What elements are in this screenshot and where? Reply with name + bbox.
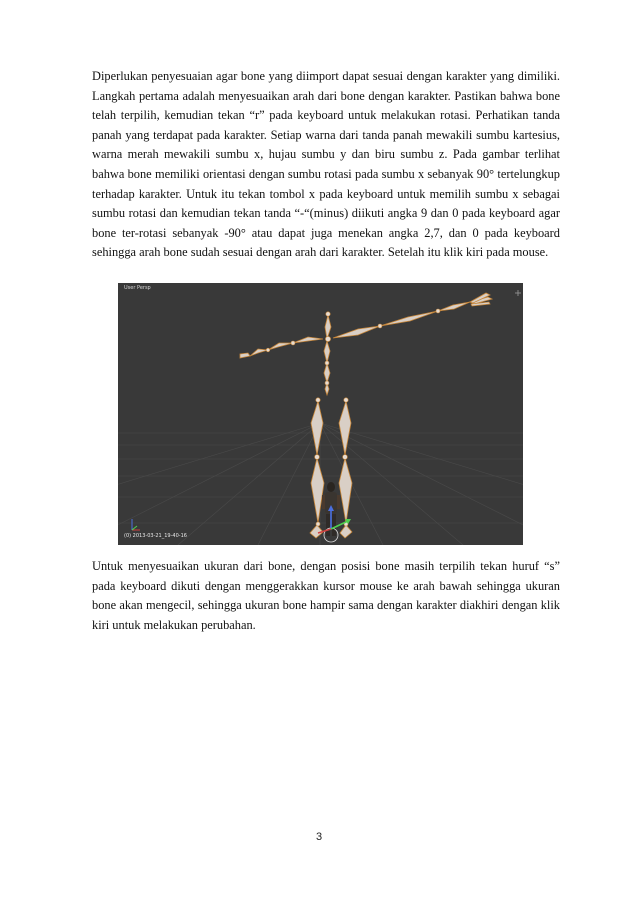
page-number: 3	[315, 831, 323, 843]
blender-viewport-screenshot	[118, 283, 523, 545]
viewport-scene	[118, 283, 523, 545]
viewport-frame-info: (0) 2013-03-21_19-40-16	[124, 533, 187, 539]
paragraph-bone-rotation: Diperlukan penyesuaian agar bone yang diimport dapat sesuai dengan karakter yang dimiliki. Langkah pertama adalah menyesuaikan arah dari bone dengan karakter. Pastikan bahwa bone telah terpilih, kemudian tekan “r” pada keyboard untuk melakukan rotasi. Perhatikan tanda panah yang terdapat pada karakter. Setiap warna dari tanda panah mewakili sumbu kartesius, warna merah mewakili sumbu x, hujau sumbu y dan biru sumbu z. Pada gambar terlihat bahwa bone memiliki orientasi dengan sumbu rotasi pada sumbu x sebanyak 90° tertelungkup terhadap karakter. Untuk itu tekan tombol x pada keyboard untuk memilih sumbu x sebagai sumbu rotasi dan kemudian tekan tanda “-“(minus) diikuti angka 9 dan 0 pada keyboard agar bone ter-rotasi sebanyak -90° atau dapat juga menekan angka 2,7, dan 0 pada keyboard sehingga arah bone sudah sesuai dengan arah dari karakter. Setelah itu klik kiri pada mouse.	[92, 69, 560, 260]
viewport-view-label: User Persp	[124, 285, 151, 291]
paragraph-bone-scaling: Untuk menyesuaikan ukuran dari bone, dengan posisi bone masih terpilih tekan huruf “s” pada keyboard dikuti dengan menggerakkan kursor mouse ke arah bawah sehingga ukuran bone akan mengecil, sehingga ukuran bone hampir sama dengan karakter diakhiri dengan klik kiri untuk melakukan perubahan.	[92, 559, 560, 632]
